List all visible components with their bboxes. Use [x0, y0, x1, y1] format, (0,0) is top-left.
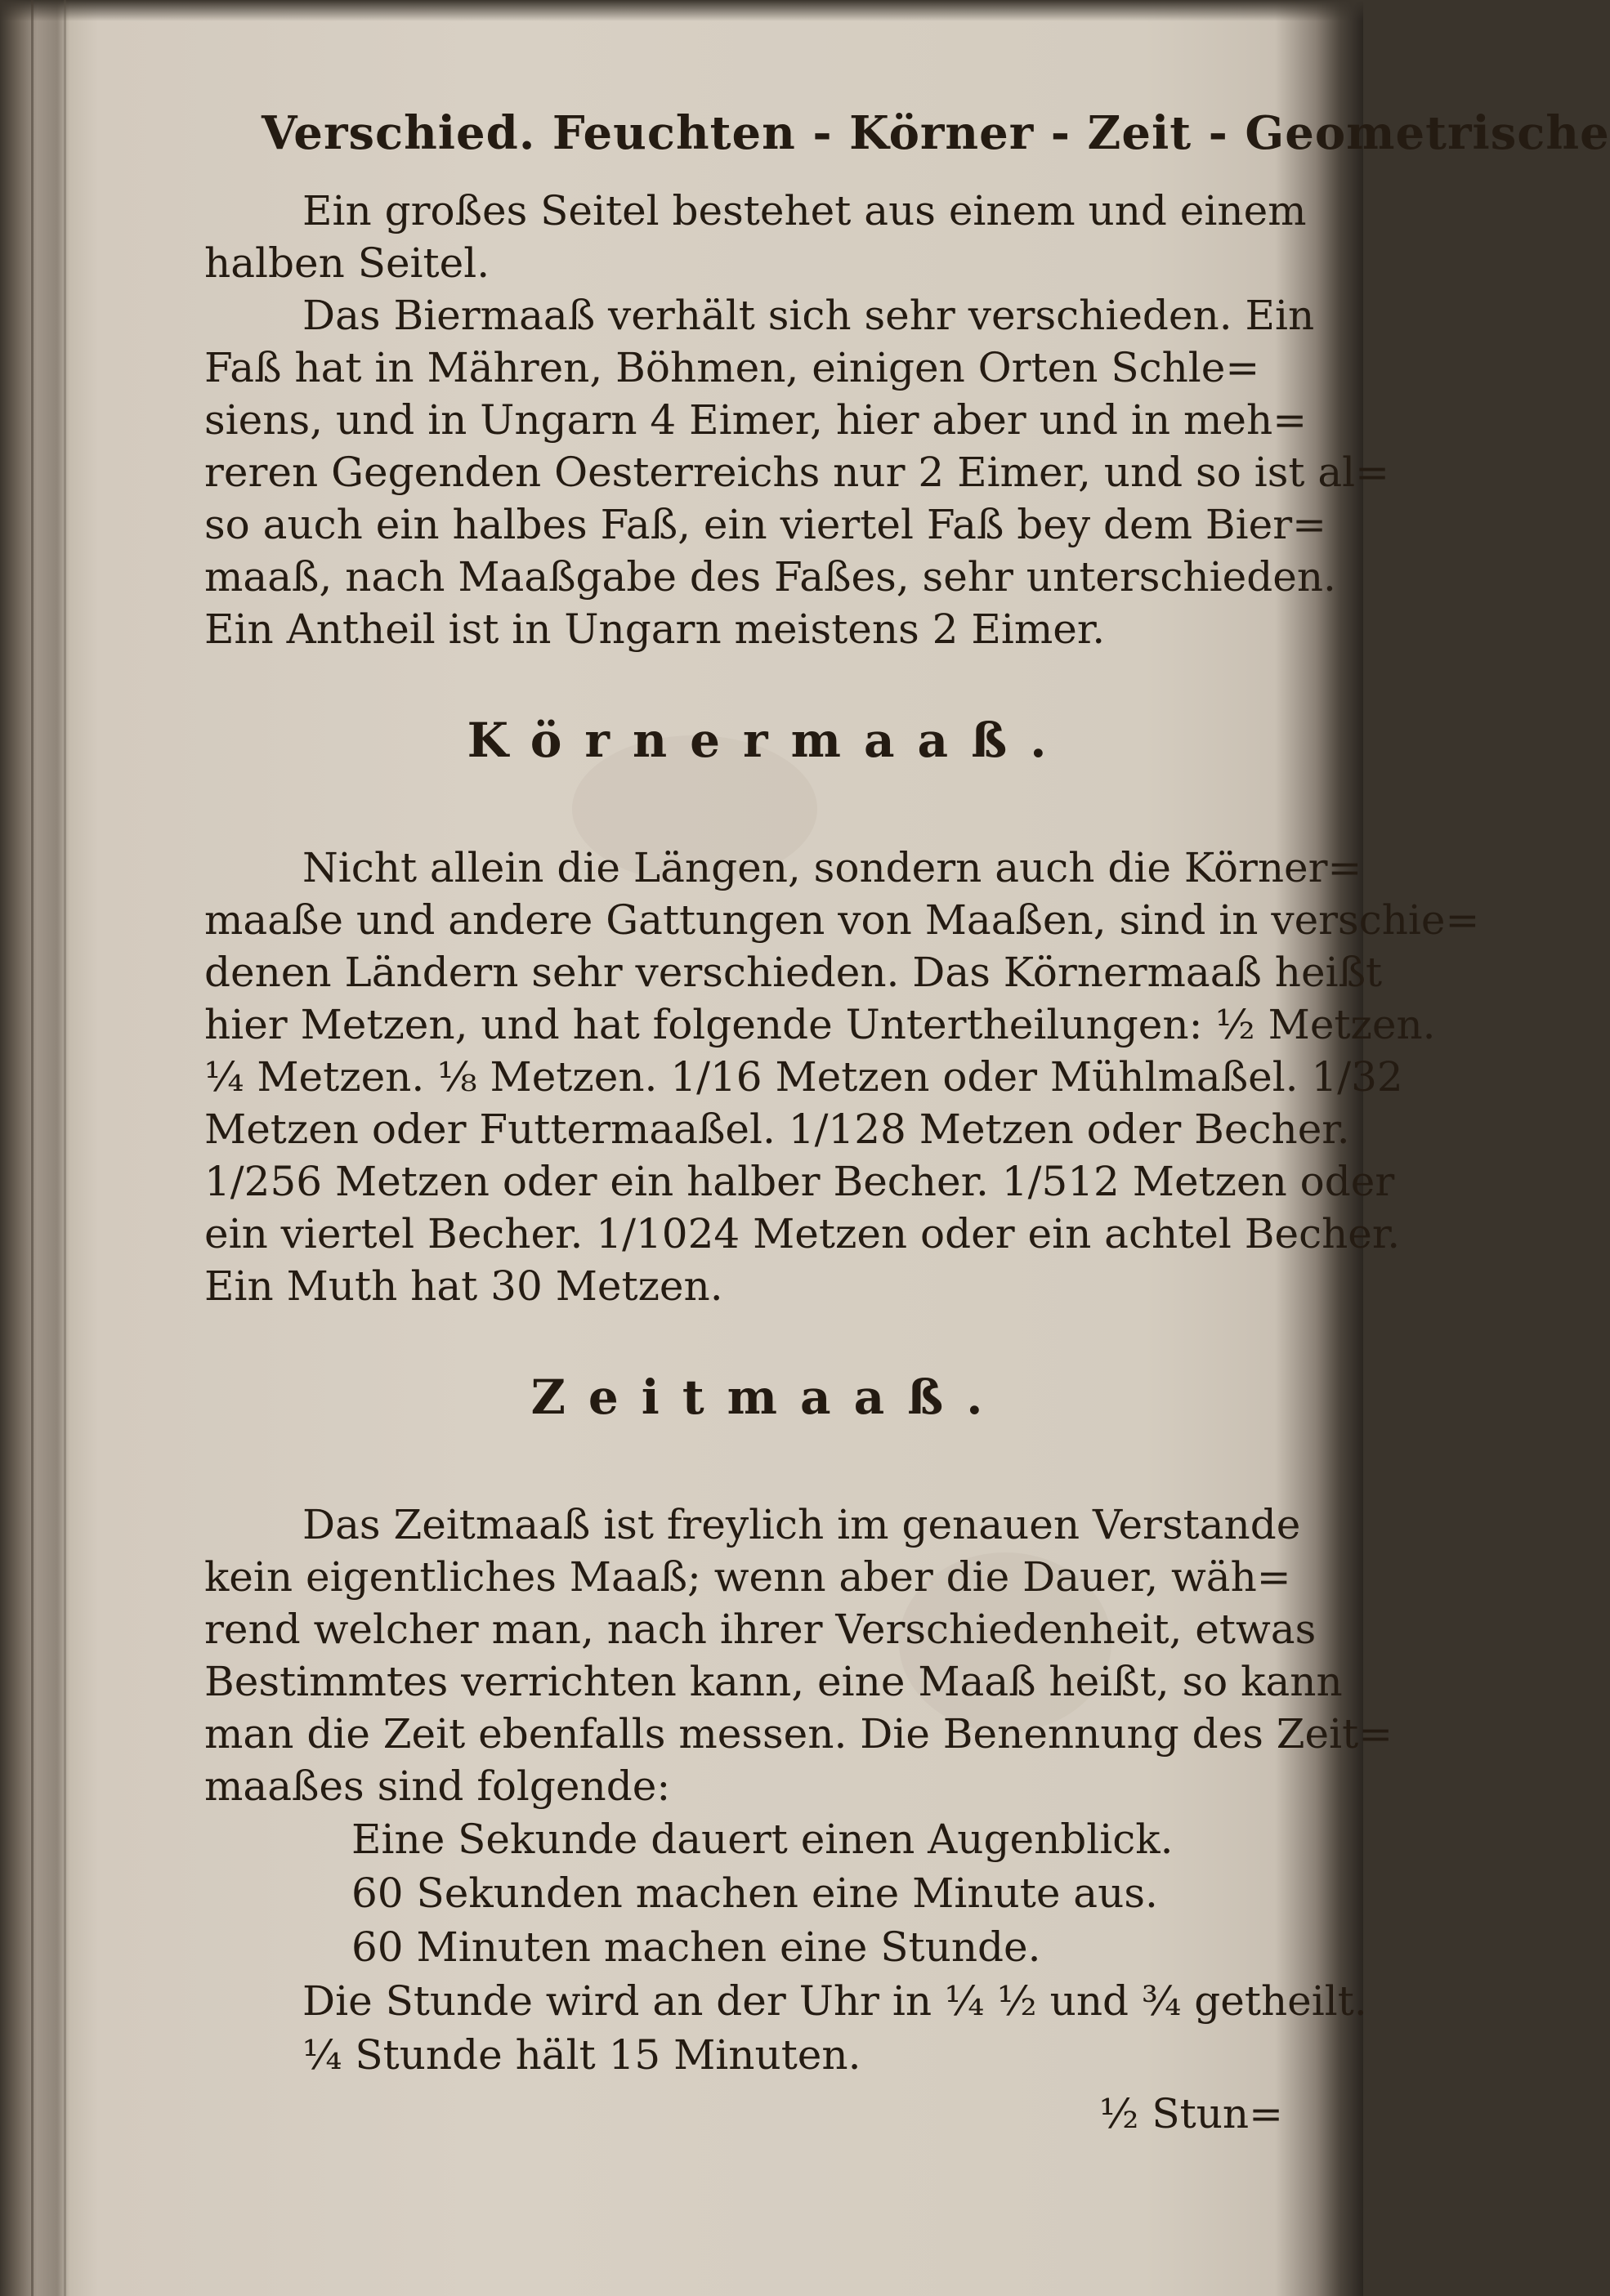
text-line: Metzen oder Futtermaaßel. 1/128 Metzen oder Becher. — [204, 1106, 1350, 1153]
text-line: ein viertel Becher. 1/1024 Metzen oder ein achtel Becher. — [204, 1210, 1401, 1257]
binding-edge-inner — [64, 0, 66, 2296]
list-item: Die Stunde wird an der Uhr in ¼ ½ und ¾ getheilt. — [302, 1977, 1367, 2025]
binding-edge — [31, 0, 34, 2296]
text-line: 1/256 Metzen oder ein halber Becher. 1/512 Metzen oder — [204, 1158, 1395, 1205]
text-line: Das Zeitmaaß ist freylich im genauen Verstande — [302, 1501, 1301, 1548]
text-line: denen Ländern sehr verschieden. Das Körnermaaß heißt — [204, 949, 1383, 996]
section-title-koernermaass: Körnermaaß. — [467, 712, 1070, 768]
text-line: Ein großes Seitel bestehet aus einem und einem — [302, 187, 1307, 235]
page-top-shadow — [0, 0, 1363, 21]
text-line: so auch ein halbes Faß, ein viertel Faß bey dem Bier= — [204, 501, 1327, 548]
text-line: hier Metzen, und hat folgende Untertheilungen: ½ Metzen. — [204, 1001, 1436, 1048]
page-content — [204, 106, 1610, 2263]
text-line: Nicht allein die Längen, sondern auch die Körner= — [302, 844, 1362, 891]
text-line: maaße und andere Gattungen von Maaßen, sind in verschie= — [204, 896, 1480, 944]
list-item: ¼ Stunde hält 15 Minuten. — [302, 2031, 861, 2079]
text-line: ¼ Metzen. ⅛ Metzen. 1/16 Metzen oder Mühlmaßel. 1/32 — [204, 1053, 1403, 1101]
text-line: maaß, nach Maaßgabe des Faßes, sehr unterschieden. — [204, 553, 1336, 601]
text-line: Das Biermaaß verhält sich sehr verschieden. Ein — [302, 292, 1315, 339]
list-item: 60 Sekunden machen eine Minute aus. — [351, 1869, 1158, 1917]
catchword: ½ Stun= — [1099, 2090, 1283, 2137]
text-line: kein eigentliches Maaß; wenn aber die Dauer, wäh= — [204, 1553, 1291, 1601]
list-item: 60 Minuten machen eine Stunde. — [351, 1923, 1041, 1971]
text-line: halben Seitel. — [204, 239, 490, 287]
text-line: man die Zeit ebenfalls messen. Die Benennung des Zeit= — [204, 1710, 1393, 1758]
text-line: reren Gegenden Oesterreichs nur 2 Eimer, und so ist al= — [204, 449, 1390, 496]
text-line: Faß hat in Mähren, Böhmen, einigen Orten Schle= — [204, 344, 1260, 391]
text-line: Ein Muth hat 30 Metzen. — [204, 1262, 723, 1310]
text-line: rend welcher man, nach ihrer Verschiedenheit, etwas — [204, 1606, 1317, 1653]
running-header: Verschied. Feuchten - Körner - Zeit - Geometrische — [262, 106, 1610, 160]
list-item: Eine Sekunde dauert einen Augenblick. — [351, 1816, 1174, 1863]
paragraph-biermaass — [204, 289, 1390, 655]
text-line: siens, und in Ungarn 4 Eimer, hier aber und in meh= — [204, 396, 1308, 444]
paragraph-seitel — [204, 185, 1332, 289]
text-line: Ein Antheil ist in Ungarn meistens 2 Eimer. — [204, 605, 1106, 653]
paragraph-koernermaass — [204, 842, 1480, 1312]
section-title-zeitmaass: Zeitmaaß. — [530, 1369, 1006, 1425]
text-line: maaßes sind folgende: — [204, 1762, 671, 1810]
paragraph-zeitmaass — [204, 1499, 1393, 1812]
text-line: Bestimmtes verrichten kann, eine Maaß heißt, so kann — [204, 1658, 1343, 1705]
